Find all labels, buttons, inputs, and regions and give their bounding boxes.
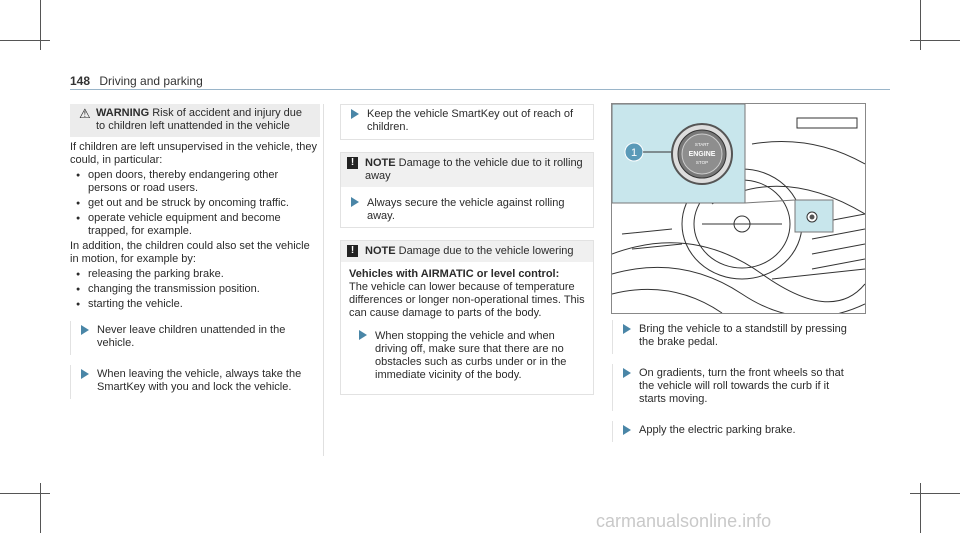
list-item: ● releasing the parking brake. [70,268,320,281]
notice-exclamation-icon: ! [347,245,358,257]
right-column [612,316,862,442]
header-divider [70,89,890,90]
section-title: Driving and parking [99,74,203,88]
list-item: ● operate vehicle equipment and become trapped, for example. [70,212,320,238]
column-divider [323,104,324,456]
start-stop-illustration [611,103,866,314]
step-arrow-icon [81,369,89,379]
instruction-step [70,365,320,399]
warning-title: WARNING [96,107,150,119]
step-arrow-icon [359,330,367,340]
warning-triangle-icon: ⚠ [79,106,91,121]
crop-mark [910,40,960,41]
instruction-step [612,421,862,442]
step-text: Always secure the vehicle against rolling away. [367,197,565,222]
button-label-stop: STOP [695,160,709,165]
list-item: ● open doors, thereby endangering other persons or road users. [70,169,320,195]
warning-text: Risk of accident and injury due to children left unattended in the vehicle [96,107,303,132]
hazard-list [70,169,320,238]
notice-exclamation-icon: ! [347,157,358,169]
warning-box [70,104,320,137]
step-arrow-icon [623,368,631,378]
callout-number: 1 [630,147,638,159]
button-label-start: START [694,142,710,147]
crop-mark [920,0,921,50]
notice-title: NOTE [365,245,396,257]
crop-mark [0,493,50,494]
notice-body: The vehicle can lower because of temperature differences or longer non-operational times. This can cause damage to parts of the body. [349,281,585,319]
notice-box-lowering [340,240,594,395]
left-column [70,104,320,399]
list-item: ● get out and be struck by oncoming traffic. [70,197,320,210]
step-arrow-icon [623,425,631,435]
step-text: On gradients, turn the front wheels so that the vehicle will roll towards the curb if it starts moving. [639,367,844,405]
page-header [70,74,203,88]
middle-column [340,104,594,395]
watermark: carmanualsonline.info [596,511,772,531]
step-text: Bring the vehicle to a standstill by pressing the brake pedal. [639,323,847,348]
step-text: Apply the electric parking brake. [639,424,796,436]
crop-mark [920,483,921,533]
crop-mark [40,0,41,50]
instruction-step [612,364,862,411]
crop-mark [910,493,960,494]
motion-list [70,268,320,311]
notice-title: NOTE [365,157,396,169]
crop-mark [0,40,50,41]
step-arrow-icon [81,325,89,335]
page-number: 148 [70,74,91,88]
instruction-step [70,321,320,355]
step-arrow-icon [351,197,359,207]
instruction-step [612,320,862,354]
notice-text: Damage to the vehicle due to it rolling away [365,157,583,182]
step-arrow-icon [623,324,631,334]
instruction-step [340,104,594,140]
notice-text: Damage due to the vehicle lowering [398,245,574,257]
step-text: Never leave children unattended in the vehicle. [97,324,286,349]
crop-mark [40,483,41,533]
step-text: When stopping the vehicle and when driving off, make sure that there are no obstacles such as curbs under or in the immediate vicinity of the body. [375,330,567,381]
list-item: ● changing the transmission position. [70,283,320,296]
step-text: When leaving the vehicle, always take the SmartKey with you and lock the vehicle. [97,368,302,393]
notice-subheading: Vehicles with AIRMATIC or level control: [349,268,560,280]
instruction-step [341,193,593,227]
step-arrow-icon [351,109,359,119]
step-text: Keep the vehicle SmartKey out of reach of children. [367,108,574,133]
notice-box-rolling [340,152,594,228]
warning-intro-2: In addition, the children could also set the vehicle in motion, for example by: [70,240,310,265]
warning-intro: If children are left unsupervised in the vehicle, they could, in particular: [70,141,318,166]
button-label-engine: ENGINE [688,151,716,158]
list-item: ● starting the vehicle. [70,298,320,311]
instruction-step [349,326,585,386]
